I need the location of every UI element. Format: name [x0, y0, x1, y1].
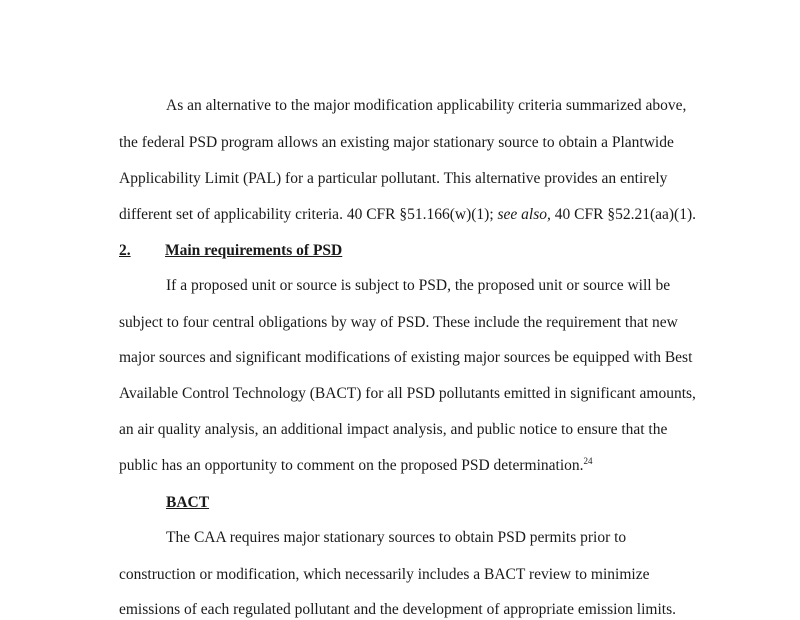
- bact-heading-text: BACT: [166, 494, 210, 511]
- bact-paragraph-line-2: construction or modification, which necessarily includes a BACT review to minimize: [119, 566, 650, 583]
- pal-paragraph-line-3: Applicability Limit (PAL) for a particular pollutant. This alternative provides an entirely: [119, 170, 668, 187]
- psd-paragraph-line-6-text: public has an opportunity to comment on the proposed PSD determination.: [119, 457, 584, 474]
- psd-paragraph-line-1: If a proposed unit or source is subject to PSD, the proposed unit or source will be: [166, 277, 671, 294]
- pal-paragraph-line-1: As an alternative to the major modification applicability criteria summarized above,: [166, 97, 687, 114]
- bact-paragraph-line-1: The CAA requires major stationary sources to obtain PSD permits prior to: [166, 529, 627, 546]
- psd-paragraph-line-2: subject to four central obligations by way of PSD. These include the requirement that new: [119, 314, 678, 331]
- bact-paragraph-line-3: emissions of each regulated pollutant and the development of appropriate emission limits.: [119, 601, 677, 618]
- footnote-reference[interactable]: 24: [583, 456, 593, 466]
- section-title: Main requirements of PSD: [165, 242, 343, 259]
- pal-paragraph-line-4: [119, 205, 696, 225]
- psd-paragraph-line-6: [119, 456, 593, 476]
- pal-citation-text-2: 40 CFR §52.21(aa)(1).: [550, 206, 696, 223]
- bact-heading: [166, 493, 209, 513]
- pal-paragraph-line-2: the federal PSD program allows an existing major stationary source to obtain a Plantwide: [119, 134, 674, 151]
- section-number: 2.: [119, 242, 131, 259]
- see-also-signal: see also,: [497, 206, 551, 223]
- psd-paragraph-line-5: an air quality analysis, an additional impact analysis, and public notice to ensure that the: [119, 421, 668, 438]
- psd-paragraph-line-3: major sources and significant modifications of existing major sources be equipped with Best: [119, 349, 693, 366]
- psd-paragraph-line-4: Available Control Technology (BACT) for all PSD pollutants emitted in significant amounts,: [119, 385, 696, 402]
- pal-citation-text: different set of applicability criteria. 40 CFR §51.166(w)(1);: [119, 206, 498, 223]
